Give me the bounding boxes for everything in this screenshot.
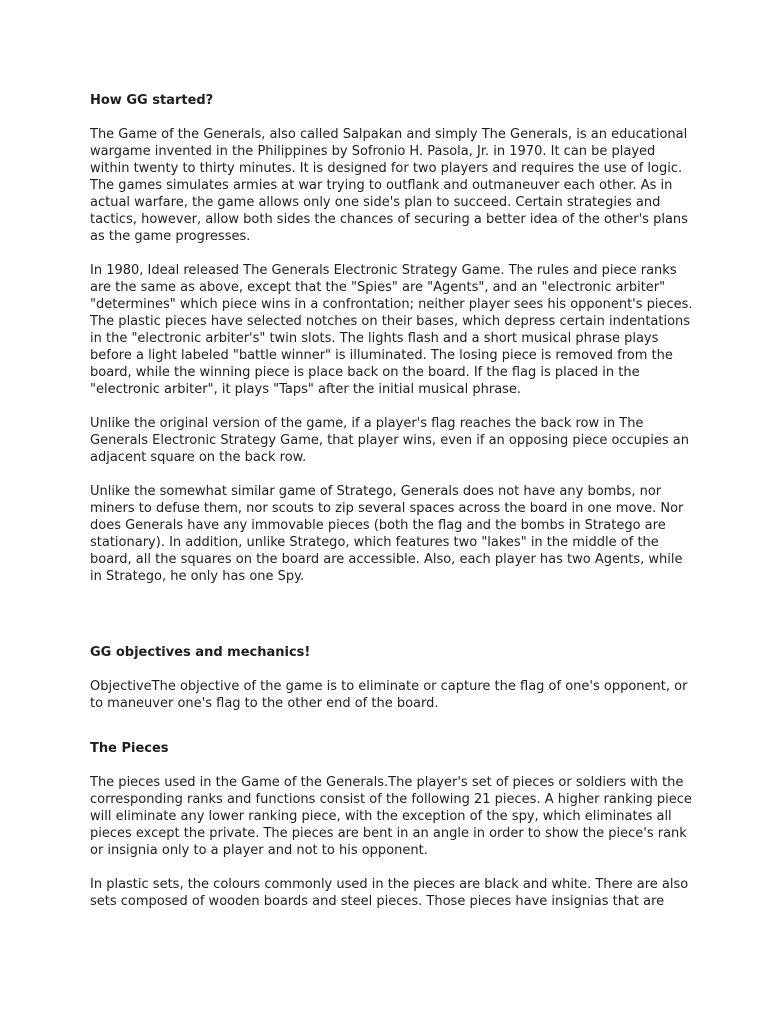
paragraph-flag-rule: Unlike the original version of the game, if a player's flag reaches the back row in The Generals Electronic Strategy Game, that player wins, even if an opposing piece occupies an adjacent square on the back row. bbox=[90, 416, 689, 465]
paragraph-stratego-comparison: Unlike the somewhat similar game of Stratego, Generals does not have any bombs, nor miners to defuse them, nor scouts to zip several spaces across the board in one move. Nor does Generals have any immovable pieces (both the flag and the bombs in Stratego are stationary). In addition, unlike Stratego, which features two "lakes" in the middle of the board, all the squares on the board are accessible. Also, each player has two Agents, while in Stratego, he only has one Spy. bbox=[90, 484, 684, 584]
paragraph-plastic-sets: In plastic sets, the colours commonly used in the pieces are black and white. There are also sets composed of wooden boards and steel pieces. Those pieces have insignias that are bbox=[90, 877, 689, 909]
paragraph-objective: ObjectiveThe objective of the game is to eliminate or capture the flag of one's opponent, or to maneuver one's flag to the other end of the board. bbox=[90, 679, 688, 711]
paragraph-intro: The Game of the Generals, also called Salpakan and simply The Generals, is an educational wargame invented in the Philippines by Sofronio H. Pasola, Jr. in 1970. It can be played within twenty to thirty minutes. It is designed for two players and requires the use of logic. The games simulates armies at war trying to outflank and outmaneuver each other. As in actual warfare, the game allows only one side's plan to succeed. Certain strategies and tactics, however, allow both sides the chances of securing a better idea of the other's plans as the game progresses. bbox=[90, 127, 688, 244]
heading-the-pieces: The Pieces bbox=[90, 741, 169, 756]
paragraph-pieces: The pieces used in the Game of the Generals.The player's set of pieces or soldiers with the corresponding ranks and functions consist of the following 21 pieces. A higher ranking piece will eliminate any lower ranking piece, with the exception of the spy, which eliminates all pieces except the private. The pieces are bent in an angle in order to show the piece's rank or insignia only to a player and not to his opponent. bbox=[90, 775, 692, 858]
paragraph-electronic-game: In 1980, Ideal released The Generals Electronic Strategy Game. The rules and piece ranks are the same as above, except that the "Spies" are "Agents", and an "electronic arbiter" "determines" which piece wins in a confrontation; neither player sees his opponent's pieces. The plastic pieces have selected notches on their bases, which depress certain indentations in the "electronic arbiter's" twin slots. The lights flash and a short musical phrase plays before a light labeled "battle winner" is illuminated. The losing piece is removed from the board, while the winning piece is place back on the board. If the flag is placed in the "electronic arbiter", it plays "Taps" after the initial musical phrase. bbox=[90, 263, 693, 397]
heading-how-gg-started: How GG started? bbox=[90, 93, 214, 108]
heading-objectives-mechanics: GG objectives and mechanics! bbox=[90, 645, 311, 660]
